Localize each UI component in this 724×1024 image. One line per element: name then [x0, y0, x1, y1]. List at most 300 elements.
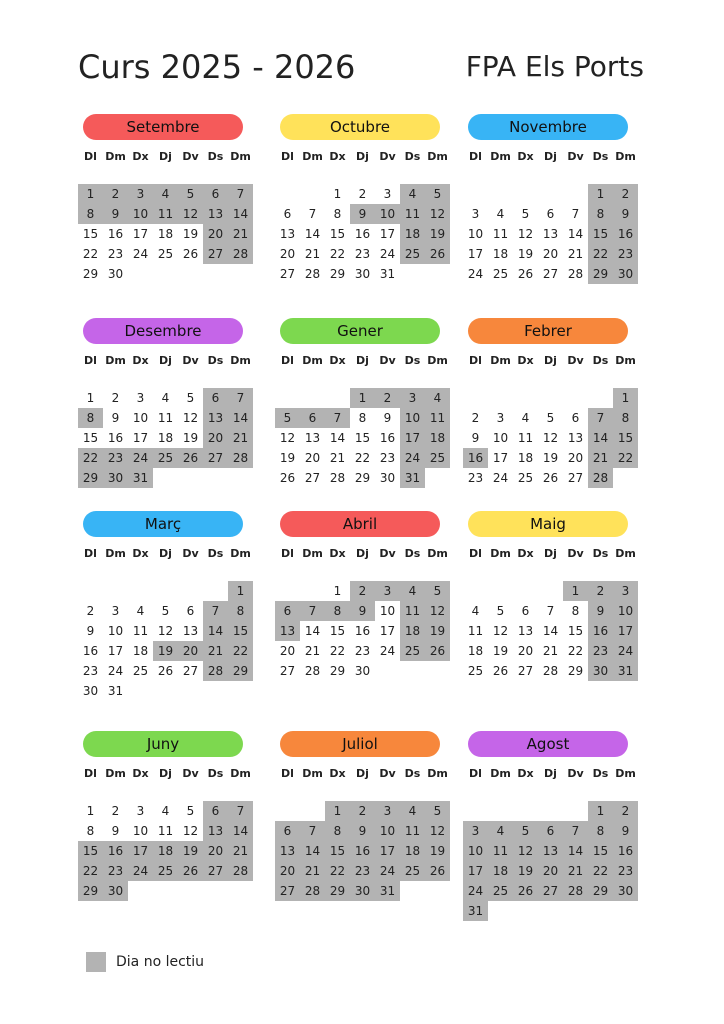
day-cell: 5	[161, 604, 170, 618]
weekday-header: Dx	[517, 150, 534, 163]
day-cell: 24	[379, 644, 396, 658]
day-cell: 20	[279, 644, 296, 658]
day-cell: 29	[82, 267, 99, 281]
day-cell-nonlective: 9	[613, 821, 638, 841]
day-cell-nonlective: 7	[228, 801, 253, 821]
weekday-header: Dm	[427, 547, 448, 560]
day-cell: 17	[379, 624, 396, 638]
day-cell-nonlective: 7	[203, 601, 228, 621]
day-cell-nonlective: 29	[78, 881, 103, 901]
day-cell-nonlective: 7	[325, 408, 350, 428]
day-cell: 24	[492, 471, 509, 485]
day-cell: 23	[379, 451, 396, 465]
day-cell: 8	[571, 604, 580, 618]
day-cell-nonlective: 9	[103, 204, 128, 224]
day-cell-nonlective: 6	[203, 388, 228, 408]
day-cell: 17	[467, 247, 484, 261]
day-cell-nonlective: 12	[425, 601, 450, 621]
day-cell: 6	[186, 604, 195, 618]
weekday-header: Dl	[469, 150, 482, 163]
day-cell-nonlective: 18	[153, 841, 178, 861]
day-cell-nonlective: 6	[538, 821, 563, 841]
month-12	[463, 731, 638, 918]
day-cell-nonlective: 3	[613, 581, 638, 601]
day-cell: 23	[82, 664, 99, 678]
weekday-header: Dx	[517, 767, 534, 780]
day-cell-nonlective: 18	[400, 841, 425, 861]
weekday-header: Dl	[281, 767, 294, 780]
day-cell-nonlective: 24	[128, 448, 153, 468]
day-cell: 21	[304, 644, 321, 658]
day-cell-nonlective: 18	[400, 224, 425, 244]
day-cell-nonlective: 9	[613, 204, 638, 224]
page-title: Curs 2025 - 2026	[78, 48, 356, 86]
day-cell-nonlective: 24	[375, 861, 400, 881]
day-cell: 23	[354, 247, 371, 261]
day-cell-nonlective: 3	[128, 184, 153, 204]
day-cell: 11	[157, 411, 174, 425]
month-7	[78, 511, 253, 698]
weekday-header: Dj	[159, 354, 172, 367]
day-cell: 30	[107, 267, 124, 281]
day-cell: 13	[182, 624, 199, 638]
month-11	[275, 731, 450, 898]
month-name: Juliol	[280, 731, 440, 757]
day-cell: 21	[304, 247, 321, 261]
day-cell: 9	[471, 431, 480, 445]
weekday-header: Dm	[302, 354, 323, 367]
weekday-header: Dj	[544, 150, 557, 163]
day-cell-nonlective: 15	[588, 841, 613, 861]
day-cell-nonlective: 21	[588, 448, 613, 468]
day-cell: 22	[329, 247, 346, 261]
day-cell-nonlective: 24	[128, 861, 153, 881]
weekday-header: Ds	[592, 354, 609, 367]
day-cell: 3	[383, 187, 392, 201]
day-cell: 9	[111, 824, 120, 838]
weekday-header: Dm	[427, 150, 448, 163]
day-cell: 25	[492, 267, 509, 281]
day-cell-nonlective: 23	[103, 448, 128, 468]
day-cell-nonlective: 24	[613, 641, 638, 661]
day-cell: 9	[111, 411, 120, 425]
day-cell: 23	[354, 644, 371, 658]
day-cell: 10	[132, 824, 149, 838]
weekday-header: Dl	[281, 150, 294, 163]
day-cell-nonlective: 25	[425, 448, 450, 468]
day-cell-nonlective: 21	[563, 861, 588, 881]
day-cell: 17	[107, 644, 124, 658]
day-cell: 25	[517, 471, 534, 485]
day-cell-nonlective: 7	[563, 821, 588, 841]
weekday-header: Dx	[329, 354, 346, 367]
month-name: Març	[83, 511, 243, 537]
day-cell: 28	[567, 267, 584, 281]
day-cell: 18	[467, 644, 484, 658]
day-cell-nonlective: 25	[400, 861, 425, 881]
month-10	[78, 731, 253, 898]
day-cell-nonlective: 30	[103, 881, 128, 901]
day-cell: 12	[157, 624, 174, 638]
day-cell: 10	[467, 227, 484, 241]
day-cell: 11	[157, 824, 174, 838]
day-cell: 24	[379, 247, 396, 261]
day-cell: 9	[383, 411, 392, 425]
day-cell-nonlective: 23	[350, 861, 375, 881]
day-cell: 15	[82, 431, 99, 445]
day-cell-nonlective: 8	[78, 204, 103, 224]
day-cell-nonlective: 31	[375, 881, 400, 901]
day-cell: 11	[132, 624, 149, 638]
day-cell-nonlective: 22	[78, 861, 103, 881]
day-cell: 16	[107, 227, 124, 241]
day-cell-nonlective: 8	[588, 821, 613, 841]
day-cell: 28	[304, 664, 321, 678]
day-cell: 29	[329, 267, 346, 281]
day-cell: 12	[279, 431, 296, 445]
day-cell: 28	[304, 267, 321, 281]
day-cell: 3	[136, 391, 145, 405]
day-cell-nonlective: 16	[350, 841, 375, 861]
weekday-header: Ds	[404, 150, 421, 163]
day-cell-nonlective: 23	[613, 244, 638, 264]
day-cell-nonlective: 7	[228, 388, 253, 408]
day-cell: 7	[308, 207, 317, 221]
day-cell: 10	[492, 431, 509, 445]
month-3	[463, 114, 638, 281]
weekday-header: Dm	[427, 767, 448, 780]
day-cell-nonlective: 17	[463, 861, 488, 881]
day-cell: 19	[542, 451, 559, 465]
month-6	[463, 318, 638, 485]
day-cell: 26	[157, 664, 174, 678]
day-cell-nonlective: 27	[203, 448, 228, 468]
day-cell-nonlective: 21	[228, 224, 253, 244]
day-cell: 24	[107, 664, 124, 678]
day-cell: 11	[517, 431, 534, 445]
weekday-header: Dj	[159, 547, 172, 560]
day-cell: 3	[471, 207, 480, 221]
day-cell-nonlective: 25	[153, 861, 178, 881]
day-cell-nonlective: 5	[425, 581, 450, 601]
day-cell-nonlective: 13	[275, 621, 300, 641]
day-cell: 20	[517, 644, 534, 658]
day-cell: 4	[161, 391, 170, 405]
weekday-header: Dl	[281, 354, 294, 367]
day-cell: 13	[542, 227, 559, 241]
weekday-header: Dm	[490, 150, 511, 163]
weekday-header: Dm	[615, 354, 636, 367]
month-name: Setembre	[83, 114, 243, 140]
day-cell-nonlective: 14	[563, 841, 588, 861]
weekday-header: Dj	[356, 150, 369, 163]
legend-label: Dia no lectiu	[116, 954, 205, 970]
day-cell-nonlective: 3	[463, 821, 488, 841]
weekday-header: Ds	[404, 547, 421, 560]
day-cell-nonlective: 21	[300, 861, 325, 881]
day-cell-nonlective: 17	[128, 841, 153, 861]
month-name: Febrer	[468, 318, 628, 344]
weekday-header: Dv	[182, 150, 199, 163]
day-cell: 12	[182, 411, 199, 425]
day-cell: 25	[467, 664, 484, 678]
weekday-header: Dm	[615, 767, 636, 780]
day-cell-nonlective: 18	[425, 428, 450, 448]
weekday-header: Ds	[207, 354, 224, 367]
weekday-header: Ds	[592, 150, 609, 163]
day-cell-nonlective: 12	[425, 821, 450, 841]
day-cell-nonlective: 31	[613, 661, 638, 681]
day-cell: 29	[354, 471, 371, 485]
day-cell-nonlective: 7	[300, 821, 325, 841]
day-cell-nonlective: 26	[178, 861, 203, 881]
day-cell-nonlective: 28	[228, 448, 253, 468]
day-cell-nonlective: 31	[463, 901, 488, 921]
day-cell: 28	[329, 471, 346, 485]
day-cell-nonlective: 25	[153, 448, 178, 468]
weekday-header: Dj	[356, 354, 369, 367]
day-cell-nonlective: 3	[400, 388, 425, 408]
weekday-header: Dm	[105, 150, 126, 163]
day-cell: 15	[567, 624, 584, 638]
day-cell: 26	[492, 664, 509, 678]
day-cell-nonlective: 18	[488, 861, 513, 881]
day-cell: 2	[358, 187, 367, 201]
weekday-header: Dv	[379, 150, 396, 163]
day-cell: 6	[546, 207, 555, 221]
day-cell: 7	[571, 207, 580, 221]
day-cell-nonlective: 3	[375, 581, 400, 601]
weekday-header: Ds	[404, 354, 421, 367]
day-cell-nonlective: 2	[613, 801, 638, 821]
weekday-header: Dx	[132, 354, 149, 367]
day-cell: 26	[182, 247, 199, 261]
day-cell-nonlective: 14	[228, 408, 253, 428]
day-cell: 23	[107, 247, 124, 261]
organization-name: FPA Els Ports	[465, 50, 644, 83]
day-cell-nonlective: 2	[350, 581, 375, 601]
day-cell: 27	[567, 471, 584, 485]
weekday-header: Dx	[517, 354, 534, 367]
day-cell: 30	[354, 664, 371, 678]
month-name: Maig	[468, 511, 628, 537]
day-cell-nonlective: 16	[463, 448, 488, 468]
day-cell-nonlective: 15	[588, 224, 613, 244]
weekday-header: Dj	[544, 767, 557, 780]
day-cell-nonlective: 10	[613, 601, 638, 621]
day-cell-nonlective: 29	[325, 881, 350, 901]
month-1	[78, 114, 253, 281]
day-cell-nonlective: 1	[325, 801, 350, 821]
weekday-header: Dx	[132, 767, 149, 780]
day-cell: 13	[304, 431, 321, 445]
legend	[86, 952, 204, 972]
day-cell-nonlective: 22	[228, 641, 253, 661]
day-cell: 14	[304, 624, 321, 638]
day-cell-nonlective: 16	[613, 841, 638, 861]
weekday-header: Dm	[230, 767, 251, 780]
day-cell-nonlective: 19	[425, 841, 450, 861]
day-cell-nonlective: 2	[350, 801, 375, 821]
day-cell-nonlective: 30	[613, 881, 638, 901]
day-cell-nonlective: 23	[103, 861, 128, 881]
month-2	[275, 114, 450, 281]
day-cell: 12	[517, 227, 534, 241]
day-cell: 17	[132, 227, 149, 241]
month-name: Desembre	[83, 318, 243, 344]
day-cell-nonlective: 20	[275, 861, 300, 881]
day-cell-nonlective: 18	[400, 621, 425, 641]
day-cell-nonlective: 14	[203, 621, 228, 641]
day-cell-nonlective: 16	[103, 841, 128, 861]
day-cell-nonlective: 6	[275, 821, 300, 841]
day-cell: 12	[182, 824, 199, 838]
weekday-header: Dl	[84, 767, 97, 780]
day-cell: 31	[379, 267, 396, 281]
day-cell: 21	[567, 247, 584, 261]
weekday-header: Dm	[615, 547, 636, 560]
day-cell: 21	[542, 644, 559, 658]
day-cell-nonlective: 30	[103, 468, 128, 488]
day-cell-nonlective: 10	[463, 841, 488, 861]
day-cell: 7	[546, 604, 555, 618]
day-cell: 1	[86, 391, 95, 405]
day-cell: 12	[492, 624, 509, 638]
weekday-header: Dv	[379, 547, 396, 560]
day-cell: 1	[333, 584, 342, 598]
day-cell-nonlective: 2	[375, 388, 400, 408]
day-cell-nonlective: 9	[350, 821, 375, 841]
day-cell-nonlective: 26	[425, 641, 450, 661]
month-5	[275, 318, 450, 485]
day-cell-nonlective: 22	[613, 448, 638, 468]
day-cell: 22	[82, 247, 99, 261]
day-cell-nonlective: 11	[400, 821, 425, 841]
day-cell-nonlective: 17	[613, 621, 638, 641]
day-cell: 4	[496, 207, 505, 221]
day-cell: 16	[379, 431, 396, 445]
day-cell: 29	[329, 664, 346, 678]
day-cell: 27	[182, 664, 199, 678]
weekday-header: Dv	[379, 767, 396, 780]
day-cell-nonlective: 10	[128, 204, 153, 224]
weekday-header: Dv	[182, 547, 199, 560]
weekday-header: Dm	[105, 547, 126, 560]
day-cell-nonlective: 22	[588, 861, 613, 881]
day-cell-nonlective: 13	[203, 408, 228, 428]
weekday-header: Dm	[615, 150, 636, 163]
day-cell-nonlective: 4	[153, 184, 178, 204]
day-cell-nonlective: 2	[588, 581, 613, 601]
day-cell-nonlective: 4	[425, 388, 450, 408]
day-cell: 2	[111, 391, 120, 405]
day-cell-nonlective: 15	[325, 841, 350, 861]
day-cell: 9	[86, 624, 95, 638]
day-cell-nonlective: 27	[275, 881, 300, 901]
day-cell-nonlective: 28	[563, 881, 588, 901]
weekday-header: Ds	[207, 767, 224, 780]
day-cell-nonlective: 29	[588, 264, 613, 284]
day-cell-nonlective: 2	[613, 184, 638, 204]
day-cell: 18	[157, 227, 174, 241]
day-cell-nonlective: 27	[203, 861, 228, 881]
day-cell: 17	[132, 431, 149, 445]
weekday-header: Ds	[207, 547, 224, 560]
day-cell-nonlective: 8	[228, 601, 253, 621]
day-cell-nonlective: 25	[488, 881, 513, 901]
weekday-header: Dx	[132, 150, 149, 163]
day-cell-nonlective: 4	[400, 184, 425, 204]
day-cell: 16	[107, 431, 124, 445]
day-cell-nonlective: 30	[588, 661, 613, 681]
day-cell: 14	[304, 227, 321, 241]
day-cell: 14	[542, 624, 559, 638]
day-cell: 22	[354, 451, 371, 465]
weekday-header: Dl	[469, 354, 482, 367]
day-cell: 30	[379, 471, 396, 485]
weekday-header: Dm	[427, 354, 448, 367]
day-cell: 23	[467, 471, 484, 485]
day-cell-nonlective: 1	[563, 581, 588, 601]
weekday-header: Dv	[567, 767, 584, 780]
day-cell-nonlective: 29	[588, 881, 613, 901]
weekday-header: Dm	[302, 150, 323, 163]
weekday-header: Dj	[544, 354, 557, 367]
day-cell: 8	[333, 207, 342, 221]
day-cell: 8	[358, 411, 367, 425]
weekday-header: Dl	[281, 547, 294, 560]
day-cell: 27	[304, 471, 321, 485]
day-cell: 10	[132, 411, 149, 425]
weekday-header: Ds	[592, 767, 609, 780]
day-cell: 16	[354, 624, 371, 638]
day-cell-nonlective: 19	[513, 861, 538, 881]
day-cell-nonlective: 25	[400, 641, 425, 661]
day-cell-nonlective: 6	[203, 184, 228, 204]
day-cell: 22	[567, 644, 584, 658]
day-cell: 10	[379, 604, 396, 618]
day-cell-nonlective: 2	[103, 184, 128, 204]
day-cell: 19	[492, 644, 509, 658]
day-cell-nonlective: 6	[275, 601, 300, 621]
day-cell: 5	[496, 604, 505, 618]
day-cell: 27	[279, 664, 296, 678]
day-cell-nonlective: 8	[588, 204, 613, 224]
day-cell: 10	[107, 624, 124, 638]
weekday-header: Dm	[302, 547, 323, 560]
day-cell: 26	[542, 471, 559, 485]
day-cell-nonlective: 26	[425, 861, 450, 881]
day-cell-nonlective: 13	[275, 841, 300, 861]
day-cell: 18	[517, 451, 534, 465]
day-cell-nonlective: 1	[228, 581, 253, 601]
day-cell-nonlective: 14	[228, 204, 253, 224]
day-cell: 16	[354, 227, 371, 241]
day-cell: 11	[467, 624, 484, 638]
day-cell: 4	[471, 604, 480, 618]
day-cell-nonlective: 16	[588, 621, 613, 641]
day-cell: 15	[329, 227, 346, 241]
day-cell: 25	[157, 247, 174, 261]
day-cell-nonlective: 10	[375, 821, 400, 841]
legend-swatch	[86, 952, 106, 972]
day-cell-nonlective: 12	[513, 841, 538, 861]
day-cell-nonlective: 26	[425, 244, 450, 264]
day-cell: 20	[542, 247, 559, 261]
weekday-header: Dx	[132, 547, 149, 560]
day-cell: 17	[492, 451, 509, 465]
weekday-header: Dx	[329, 547, 346, 560]
